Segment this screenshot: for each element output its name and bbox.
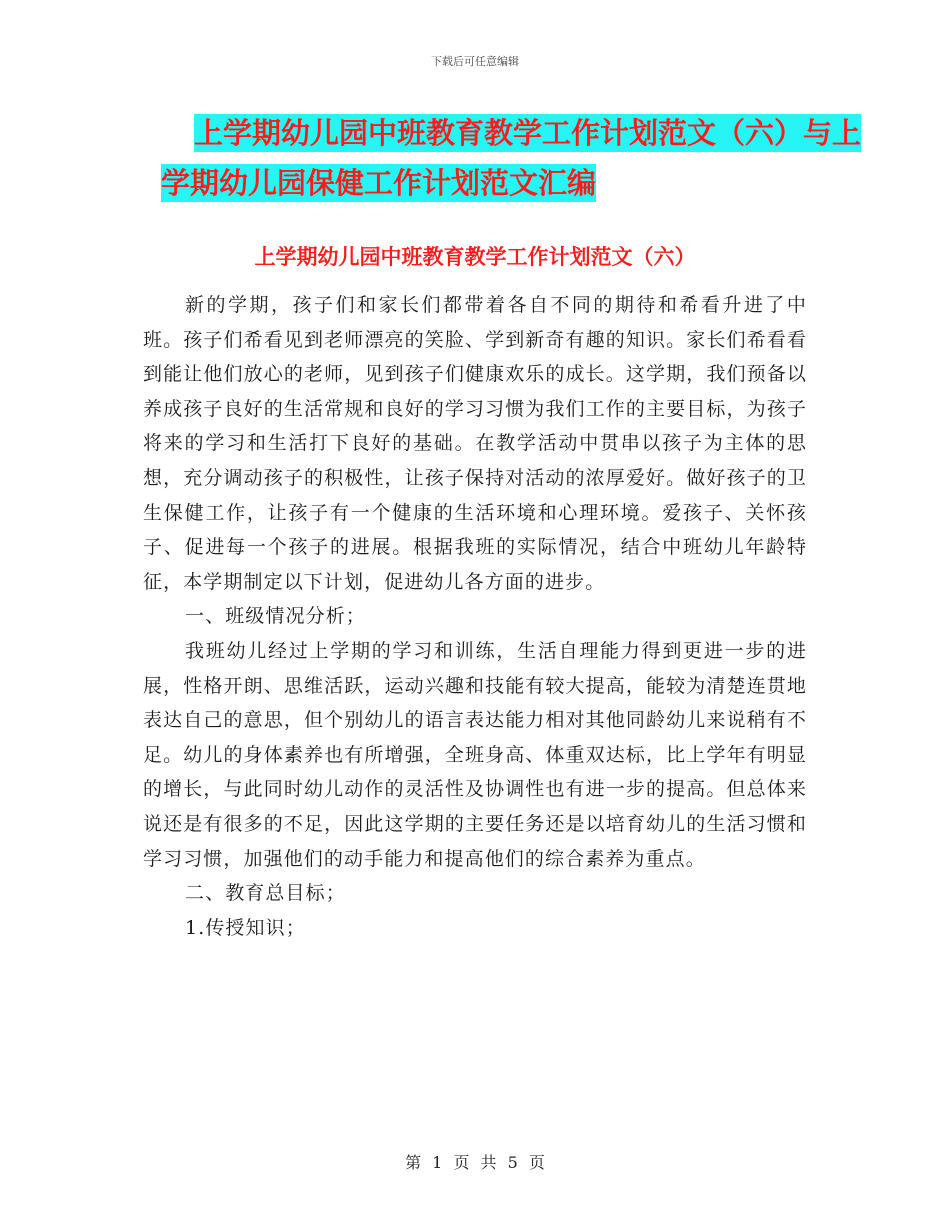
heading-education-goals: 二、教育总目标； [185,882,346,905]
list-item-knowledge: 1.传授知识； [185,916,306,939]
paragraph-class-analysis: 我班幼儿经过上学期的学习和训练，生活自理能力得到更进一步的进展，性格开朗、思维活跃，运动兴趣和技能有较大提高，能较为清楚连贯地表达自己的意思，但个别幼儿的语言表达能力相对其他同龄幼儿来说稍有不足。幼儿的身体素养也有所增强，全班身高、体重双达标，比上学年有明显的增长，与此同时幼儿动作的灵活性及协调性也有进一步的提高。但总体来说还是有很多的不足，因此这学期的主要任务还是以培育幼儿的生活习惯和学习习惯，加强他们的动手能力和提高他们的综合素养为重点。 [143,639,807,870]
main-title [150,108,862,208]
body-text [143,288,807,945]
section-title: 上学期幼儿园中班教育教学工作计划范文（六） [254,245,696,269]
paragraph-intro: 新的学期，孩子们和家长们都带着各自不同的期待和希看升进了中班。孩子们希看见到老师漂亮的笑脸、学到新奇有趣的知识。家长们希看看到能让他们放心的老师，见到孩子们健康欢乐的成长。这学期，我们预备以养成孩子良好的生活常规和良好的学习习惯为我们工作的主要目标，为孩子将来的学习和生活打下良好的基础。在教学活动中贯串以孩子为主体的思想，充分调动孩子的积极性，让孩子保持对活动的浓厚爱好。做好孩子的卫生保健工作，让孩子有一个健康的生活环境和心理环境。爱孩子、关怀孩子、促进每一个孩子的进展。根据我班的实际情况，结合中班幼儿年龄特征，本学期制定以下计划，促进幼儿各方面的进步。 [143,294,807,593]
main-title-line-2 [150,158,810,208]
main-title-line-1-text: 上学期幼儿园中班教育教学工作计划范文（六）与上 [194,116,862,150]
header-note: 下载后可任意编辑 [431,55,519,68]
main-title-line-1 [150,108,862,158]
main-title-line-2-text: 学期幼儿园保健工作计划范文汇编 [161,166,597,200]
heading-class-analysis: 一、班级情况分析； [185,605,366,628]
page-footer: 第 1 页 共 5 页 [405,1153,545,1172]
